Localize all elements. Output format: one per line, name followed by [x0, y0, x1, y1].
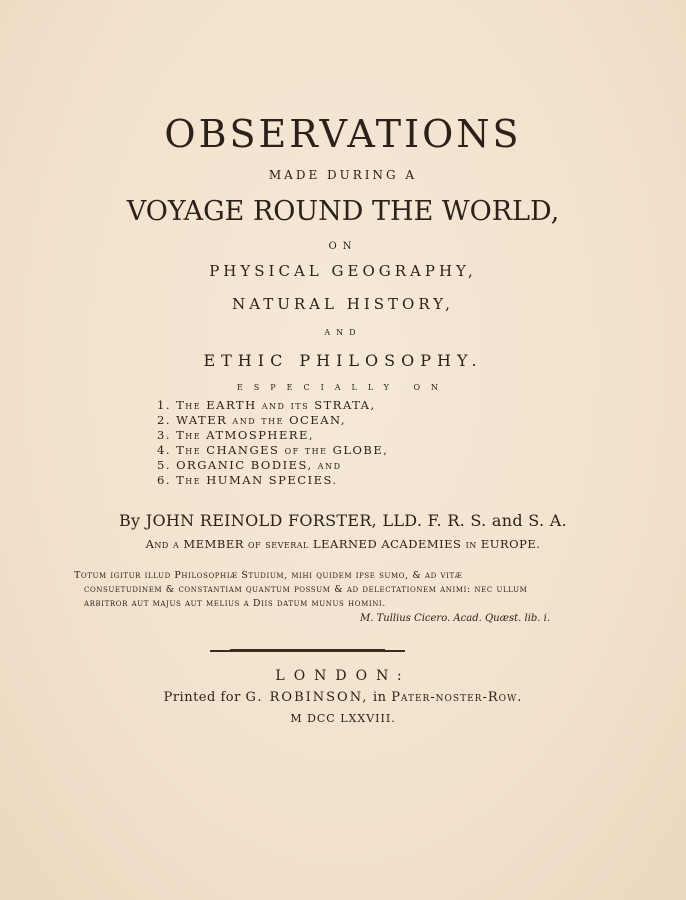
- list-item: 1. The EARTH and its STRATA,: [157, 398, 376, 412]
- epigraph-line: Totum igitur illud Philosophiæ Studium, mihi quidem ipse sumo, & ad vitæ: [74, 570, 463, 581]
- topic-physical-geography: PHYSICAL GEOGRAPHY,: [209, 262, 477, 280]
- subtitle-made-during: MADE DURING A: [268, 168, 418, 182]
- divider-rule: [210, 650, 405, 652]
- especially-on: ESPECIALLY ON: [236, 383, 450, 392]
- imprint-printed-for: Printed for: [163, 690, 241, 705]
- topic-natural-history: NATURAL HISTORY,: [232, 295, 454, 313]
- member-line: And a MEMBER of several LEARNED ACADEMIES in EUROPE.: [145, 537, 541, 551]
- imprint-city: LONDON:: [275, 668, 411, 684]
- epigraph-line: consuetudinem & constantiam quantum possum & ad delectationem animi: nec ullum: [84, 584, 528, 595]
- subject-list: [157, 398, 388, 488]
- epigraph-line: arbitror aut majus aut melius a Diis datum munus homini.: [84, 598, 386, 609]
- imprint-in: in: [373, 690, 387, 705]
- subtitle-and: AND: [324, 328, 362, 337]
- subtitle-on: ON: [328, 241, 358, 252]
- list-item: 5. ORGANIC BODIES, and: [157, 458, 342, 472]
- author-line: By JOHN REINOLD FORSTER, LLD. F. R. S. and S. A.: [119, 511, 567, 530]
- list-item: 2. WATER and the OCEAN,: [157, 413, 346, 427]
- book-title: OBSERVATIONS: [164, 112, 522, 156]
- epigraph-citation: M. Tullius Cicero. Acad. Quæst. lib. i.: [360, 613, 551, 624]
- list-item: 4. The CHANGES of the GLOBE,: [157, 443, 389, 457]
- subtitle-voyage: VOYAGE ROUND THE WORLD,: [126, 196, 560, 227]
- topic-ethic-philosophy: ETHIC PHILOSOPHY.: [203, 351, 483, 370]
- list-item: 3. The ATMOSPHERE,: [157, 428, 315, 442]
- imprint-publisher: G. ROBINSON,: [245, 690, 369, 705]
- imprint-address: Pater-noster-Row.: [391, 690, 523, 705]
- imprint-year: M DCC LXXVIII.: [290, 712, 396, 725]
- imprint-line: [0, 690, 686, 705]
- list-item: 6. The HUMAN SPECIES.: [157, 473, 338, 487]
